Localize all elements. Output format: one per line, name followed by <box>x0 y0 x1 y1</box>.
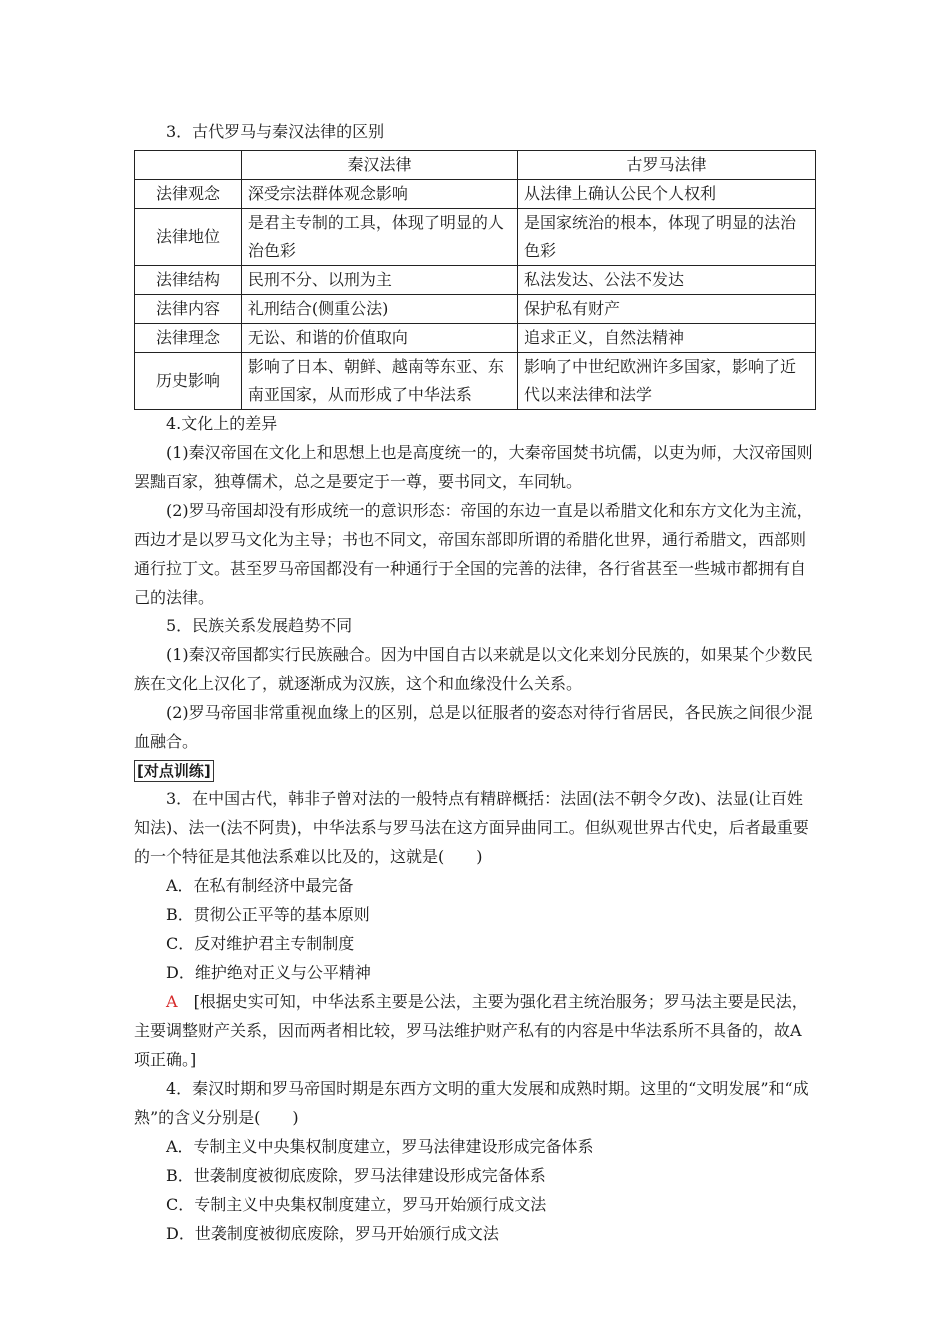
section4-paragraph-1: (1)秦汉帝国在文化上和思想上也是高度统一的，大秦帝国焚书坑儒，以吏为师，大汉帝国则罢黜百家，独尊儒术，总之是要定于一尊，要书同文，车同轨。 <box>134 443 813 491</box>
table-header-qinhan: 秦汉法律 <box>241 151 517 180</box>
table-header-empty <box>135 151 242 180</box>
section5-title: 5．民族关系发展趋势不同 <box>166 616 353 635</box>
row-label: 法律内容 <box>135 295 242 324</box>
qinhan-cell: 礼刑结合(侧重公法) <box>241 295 517 324</box>
answer-letter: A <box>166 992 178 1011</box>
qinhan-cell: 无讼、和谐的价值取向 <box>241 324 517 353</box>
qinhan-cell: 深受宗法群体观念影响 <box>241 180 517 209</box>
question-4-option-b: B．世袭制度被彻底废除，罗马法律建设形成完备体系 <box>166 1166 546 1185</box>
question-3-stem: 3．在中国古代，韩非子曾对法的一般特点有精辟概括：法固(法不朝令夕改)、法显(让百姓知法)、法一(法不阿贵)，中华法系与罗马法在这方面异曲同工。但纵观世界古代史，后者最重要的一个特征是其他法系难以比及的，这就是( ) <box>134 789 809 866</box>
section3-title: 3．古代罗马与秦汉法律的区别 <box>166 122 385 141</box>
row-label: 法律地位 <box>135 209 242 266</box>
row-label: 法律结构 <box>135 266 242 295</box>
rome-cell: 从法律上确认公民个人权利 <box>518 180 816 209</box>
question-4-option-d: D．世袭制度被彻底废除，罗马开始颁行成文法 <box>166 1224 499 1243</box>
row-label: 历史影响 <box>135 353 242 410</box>
table-row <box>135 295 816 324</box>
question-3-option-b: B．贯彻公正平等的基本原则 <box>166 905 370 924</box>
qinhan-cell: 是君主专制的工具，体现了明显的人治色彩 <box>241 209 517 266</box>
rome-cell: 私法发达、公法不发达 <box>518 266 816 295</box>
question-4-stem: 4．秦汉时期和罗马帝国时期是东西方文明的重大发展和成熟时期。这里的“文明发展”和“成熟”的含义分别是( ) <box>134 1079 809 1127</box>
question-3-option-a: A．在私有制经济中最完备 <box>166 876 354 895</box>
row-label: 法律理念 <box>135 324 242 353</box>
table-row <box>135 324 816 353</box>
rome-cell: 影响了中世纪欧洲许多国家，影响了近代以来法律和法学 <box>518 353 816 410</box>
section5-paragraph-2: (2)罗马帝国非常重视血缘上的区别，总是以征服者的姿态对待行省居民，各民族之间很少混血融合。 <box>134 703 813 751</box>
table-header-rome: 古罗马法律 <box>518 151 816 180</box>
rome-cell: 保护私有财产 <box>518 295 816 324</box>
section5-paragraph-1: (1)秦汉帝国都实行民族融合。因为中国自古以来就是以文化来划分民族的，如果某个少数民族在文化上汉化了，就逐渐成为汉族，这个和血缘没什么关系。 <box>134 645 813 693</box>
table-row <box>135 266 816 295</box>
question-3-option-d: D．维护绝对正义与公平精神 <box>166 963 371 982</box>
table-row <box>135 180 816 209</box>
qinhan-cell: 民刑不分、以刑为主 <box>241 266 517 295</box>
rome-cell: 是国家统治的根本，体现了明显的法治色彩 <box>518 209 816 266</box>
rome-cell: 追求正义，自然法精神 <box>518 324 816 353</box>
comparison-table <box>134 150 816 410</box>
question-3-answer <box>134 987 816 1074</box>
row-label: 法律观念 <box>135 180 242 209</box>
training-tag-wrap <box>134 756 816 784</box>
question-4-option-a: A．专制主义中央集权制度建立，罗马法律建设形成完备体系 <box>166 1137 594 1156</box>
question-4-option-c: C．专制主义中央集权制度建立，罗马开始颁行成文法 <box>166 1195 547 1214</box>
question-3-option-c: C．反对维护君主专制制度 <box>166 934 355 953</box>
table-header-row <box>135 151 816 180</box>
training-tag: [对点训练] <box>134 760 214 782</box>
table-row <box>135 209 816 266</box>
page-content <box>134 118 816 1248</box>
table-row <box>135 353 816 410</box>
section4-paragraph-2: (2)罗马帝国却没有形成统一的意识形态：帝国的东边一直是以希腊文化和东方文化为主流，西边才是以罗马文化为主导；书也不同文，帝国东部即所谓的希腊化世界，通行希腊文，西部则通行拉丁文。甚至罗马帝国都没有一种通行于全国的完善的法律，各行省甚至一些城市都拥有自己的法律。 <box>134 501 813 607</box>
answer-explanation: [根据史实可知，中华法系主要是公法，主要为强化君主统治服务；罗马法主要是民法，主要调整财产关系，因而两者相比较，罗马法维护财产私有的内容是中华法系所不具备的，故A项正确。] <box>134 992 808 1069</box>
section4-title: 4.文化上的差异 <box>166 414 278 433</box>
qinhan-cell: 影响了日本、朝鲜、越南等东亚、东南亚国家，从而形成了中华法系 <box>241 353 517 410</box>
